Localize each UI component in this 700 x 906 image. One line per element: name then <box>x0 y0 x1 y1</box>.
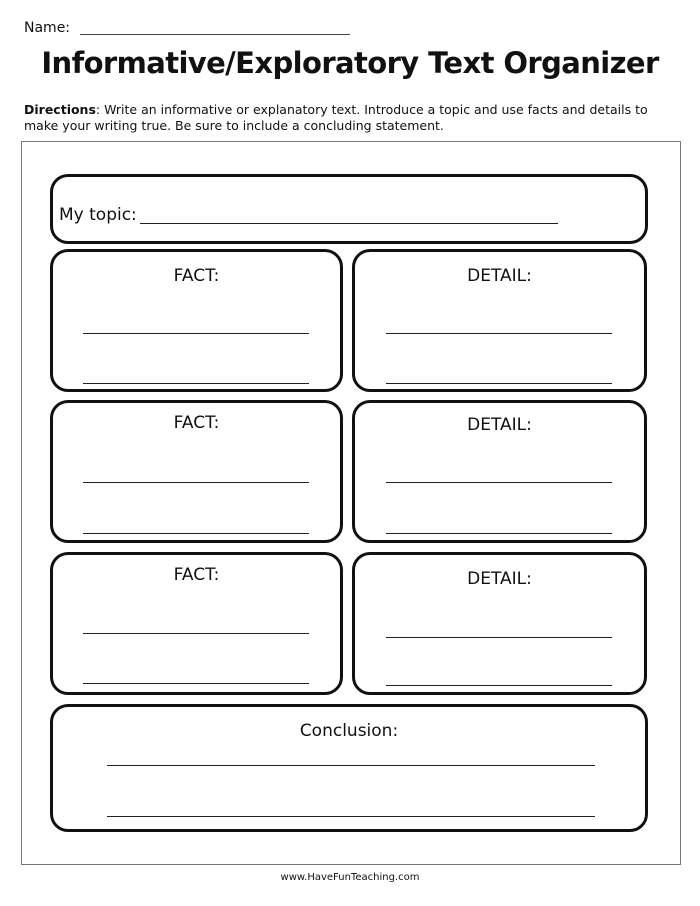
fact-label-2: FACT: <box>173 413 220 433</box>
topic-label: My topic: <box>59 205 137 225</box>
fact-line-2a[interactable] <box>83 482 309 483</box>
conclusion-label: Conclusion: <box>299 721 399 741</box>
detail-line-2b[interactable] <box>386 533 612 534</box>
directions <box>24 102 684 134</box>
fact-box-2 <box>50 400 343 543</box>
detail-label-2: DETAIL: <box>467 415 532 435</box>
detail-line-1a[interactable] <box>386 333 612 334</box>
detail-line-3b[interactable] <box>386 685 612 686</box>
topic-box <box>50 174 648 244</box>
name-line[interactable] <box>80 34 350 35</box>
fact-line-3a[interactable] <box>83 633 309 634</box>
footer-site: www.HaveFunTeaching.com <box>280 872 420 883</box>
detail-label-1: DETAIL: <box>467 266 532 286</box>
fact-line-1b[interactable] <box>83 383 309 384</box>
detail-box-3 <box>352 552 647 695</box>
fact-label-1: FACT: <box>173 266 220 286</box>
fact-line-2b[interactable] <box>83 533 309 534</box>
conclusion-line-2[interactable] <box>107 816 595 817</box>
directions-text: : Write an informative or explanatory text. Introduce a topic and use facts and details to make your writing true. Be sure to include a concluding statement. <box>24 102 648 133</box>
topic-line[interactable] <box>140 223 558 224</box>
detail-label-3: DETAIL: <box>467 569 532 589</box>
detail-box-1 <box>352 249 647 392</box>
fact-box-3 <box>50 552 343 695</box>
detail-line-2a[interactable] <box>386 482 612 483</box>
detail-line-3a[interactable] <box>386 637 612 638</box>
conclusion-line-1[interactable] <box>107 765 595 766</box>
detail-line-1b[interactable] <box>386 383 612 384</box>
conclusion-box <box>50 704 648 832</box>
detail-box-2 <box>352 400 647 543</box>
fact-label-3: FACT: <box>173 565 220 585</box>
fact-line-1a[interactable] <box>83 333 309 334</box>
name-label: Name: <box>24 20 71 36</box>
fact-line-3b[interactable] <box>83 683 309 684</box>
fact-box-1 <box>50 249 343 392</box>
page-title: Informative/Exploratory Text Organizer <box>41 46 659 80</box>
directions-label: Directions <box>24 102 96 117</box>
